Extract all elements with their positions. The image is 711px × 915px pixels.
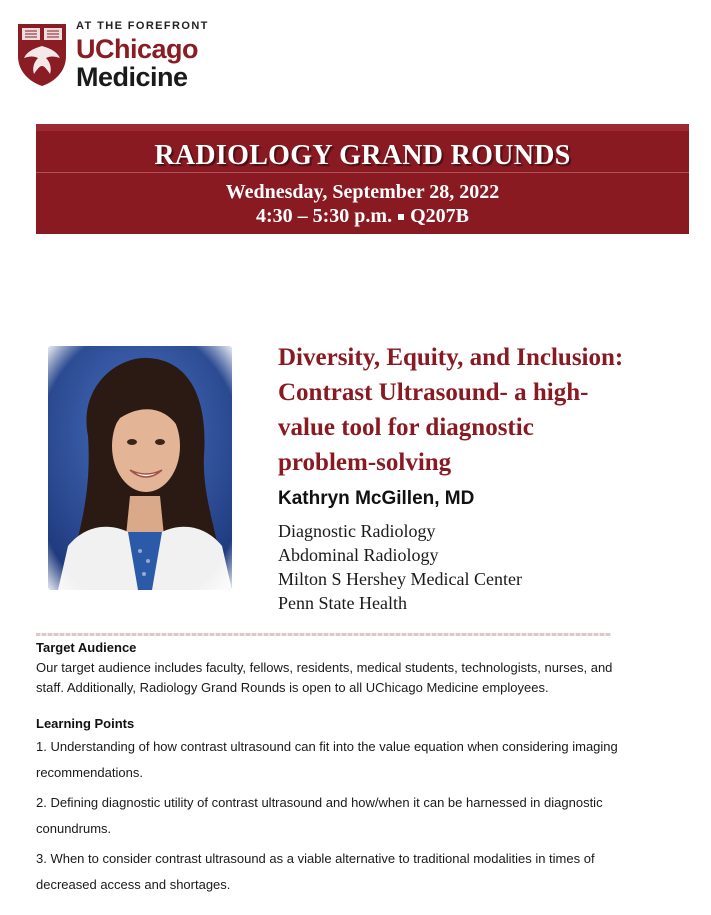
event-banner bbox=[36, 124, 689, 234]
logo-tagline: AT THE FOREFRONT bbox=[76, 20, 209, 32]
logo-sub: Medicine bbox=[76, 62, 188, 92]
event-time-location bbox=[36, 204, 689, 228]
text-line: decreased access and shortages. bbox=[36, 877, 231, 892]
speaker-affiliations bbox=[278, 519, 522, 615]
speaker-portrait bbox=[48, 346, 232, 590]
affiliation-item: Abdominal Radiology bbox=[278, 545, 439, 565]
text-line: 1. Understanding of how contrast ultrasound can fit into the value equation when considering imaging bbox=[36, 739, 618, 754]
banner-title: RADIOLOGY GRAND ROUNDS bbox=[154, 140, 571, 171]
target-audience-text bbox=[36, 658, 686, 698]
text-line: recommendations. bbox=[36, 765, 143, 780]
text-line: 3. When to consider contrast ultrasound as a viable alternative to traditional modalities in times of bbox=[36, 851, 595, 866]
affiliation-item: Milton S Hershey Medical Center bbox=[278, 569, 522, 589]
text-line: conundrums. bbox=[36, 821, 112, 836]
learning-point-item bbox=[36, 734, 676, 786]
text-line: staff. Additionally, Radiology Grand Rounds is open to all UChicago Medicine employees. bbox=[36, 680, 549, 695]
learning-point-item bbox=[36, 846, 676, 898]
logo-brand: UChicago bbox=[76, 34, 199, 64]
shield-crest-icon bbox=[16, 22, 68, 88]
event-date: Wednesday, September 28, 2022 bbox=[225, 181, 500, 203]
text-line: 2. Defining diagnostic utility of contrast ultrasound and how/when it can be harnessed in diagnostic bbox=[36, 795, 603, 810]
talk-title-line: Contrast Ultrasound- a high- bbox=[278, 379, 589, 406]
learning-points-heading: Learning Points bbox=[36, 716, 135, 731]
talk-title-line: Diversity, Equity, and Inclusion: bbox=[278, 344, 624, 371]
speaker-name: Kathryn McGillen, MD bbox=[278, 488, 475, 509]
talk-title-line: problem-solving bbox=[278, 449, 452, 476]
talk-title-line: value tool for diagnostic bbox=[278, 414, 534, 441]
learning-point-item bbox=[36, 790, 676, 842]
target-audience-heading: Target Audience bbox=[36, 640, 137, 655]
affiliation-item: Diagnostic Radiology bbox=[278, 521, 436, 541]
banner-divider bbox=[36, 172, 689, 173]
separator-square-icon bbox=[398, 214, 404, 220]
affiliation-item: Penn State Health bbox=[278, 593, 407, 613]
talk-title bbox=[278, 340, 698, 480]
section-divider bbox=[36, 633, 611, 636]
uchicago-medicine-logo bbox=[16, 20, 226, 98]
event-location: Q207B bbox=[410, 205, 469, 227]
event-time: 4:30 – 5:30 p.m. bbox=[255, 205, 393, 227]
text-line: Our target audience includes faculty, fellows, residents, medical students, technologists, nurses, and bbox=[36, 660, 613, 675]
speaker-photo-image bbox=[48, 346, 232, 590]
